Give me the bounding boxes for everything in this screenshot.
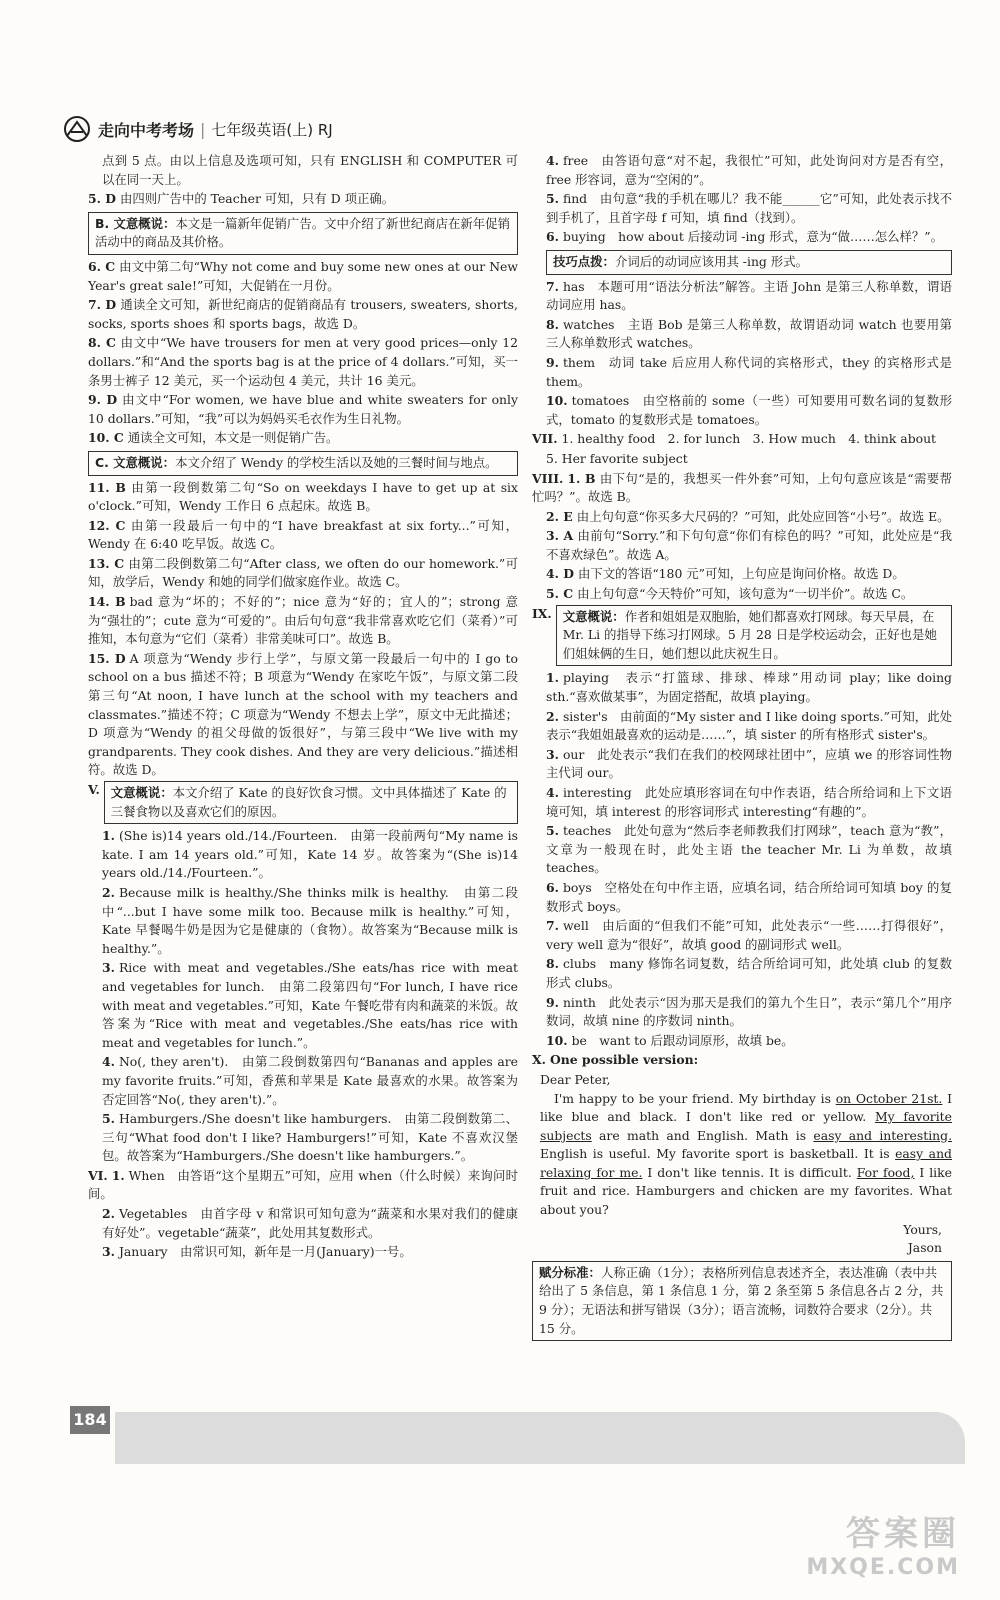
item-text: 由第一段最后一句中的“I have breakfast at six forty...”可知，Wendy 在 6:40 吃早饭。故选 C。 (88, 517, 518, 552)
item-number: 4. D (546, 566, 574, 582)
sample-letter (532, 1071, 952, 1258)
item-number: 2. (102, 884, 115, 900)
page-header (62, 112, 942, 146)
section-number: IX. (532, 605, 552, 621)
answer-item (532, 392, 952, 429)
letter-signature: Jason (907, 1240, 942, 1256)
section-number: X. (532, 1052, 546, 1068)
box-label: B. 文意概说： (95, 215, 176, 231)
item-text: 通读全文可知，新世纪商店的促销商品有 trousers, sweaters, shorts, socks, sports shoes 和 sports bags，故选 D。 (88, 297, 518, 331)
answer-item (88, 959, 518, 1052)
item-number: 3. A (546, 528, 574, 544)
item-number: 11. B (88, 479, 126, 495)
answer-item (532, 354, 952, 391)
tip-box (546, 250, 952, 275)
letter-underlined: My favorite subjects (540, 1109, 952, 1143)
box-label: C. 文意概说： (95, 454, 176, 470)
item-number: 8. C (88, 335, 116, 351)
item-text: 由四则广告中的 Teacher 可知，只有 D 项正确。 (120, 191, 395, 207)
answer-item (532, 669, 952, 706)
item-number: 5. (546, 191, 559, 207)
page-number: 184 (70, 1406, 110, 1434)
item-number: 3. (546, 746, 559, 762)
item-text: teaches 此处句意为“然后李老师教我们打网球”，teach 意为“教”，文章为一般现在时，此处主语 the teacher Mr. Li 为单数，故填 teaches。 (546, 823, 952, 876)
answer-item (88, 429, 518, 448)
summary-box (88, 212, 518, 255)
section-ix-header (532, 605, 952, 670)
section-v-header (88, 781, 518, 827)
item-text: Because milk is healthy./She thinks milk is healthy. 由第二段中“...but I have some milk too. Because milk is healthy.”可知，Kate 早餐喝牛奶是因为它是健康的（食物）。故答案为“Because milk is healthy.”。 (102, 884, 518, 956)
header-separator: | (200, 119, 206, 139)
item-number: 9. D (88, 392, 118, 408)
scoring-box (532, 1261, 952, 1341)
item-number: 1. (546, 670, 559, 686)
brand-title: 走向中考考场 (98, 120, 195, 140)
item-number: 4. (546, 785, 559, 800)
item-text: free 由答语句意“对不起，我很忙”可知，此处询问对方是否有空，free 形容词，意为“空闲的”。 (546, 153, 952, 187)
summary-box (104, 781, 518, 824)
item-text: Rice with meat and vegetables./She eats/has rice with meat and vegetables for lunch. 由第二段第四句“For lunch, I have rice with meat and vegetables.”可知，Kate 午餐吃带有肉和蔬菜的米饭。故答案为“Rice with meat and vegetables./She eats/has rice with meat and vegetables for lunch.”。 (102, 960, 518, 1050)
letter-text: I don't like tennis. It is difficult. (642, 1164, 857, 1180)
answer-item (532, 190, 952, 227)
item-text: Hamburgers./She doesn't like hamburgers. 由第二段倒数第二、三句“What food don't I like? Hamburgers!”可知，Kate 不喜欢汉堡包。故答案为“Hamburgers./She doesn't like hamburgers.”。 (102, 1111, 518, 1164)
item-number: 1. B (567, 470, 596, 486)
answer-item (532, 746, 952, 783)
answer-item (532, 784, 952, 821)
item-text: 由文中“We have trousers for men at very good prices—only 12 dollars.”和“And the sports bag is at the price of 4 dollars.”可知，买一条男士裤子 12 美元，买一个运动包 4 美元，共计 16 美元。 (88, 335, 518, 388)
answer-item (88, 1053, 518, 1109)
answer-item (88, 1243, 518, 1262)
item-number: 5. D (88, 191, 116, 207)
left-column (88, 152, 518, 1263)
answer-item (88, 334, 518, 390)
item-number: 4. (546, 153, 559, 168)
answer-item (88, 517, 518, 554)
item-number: 6. (546, 229, 559, 245)
item-number: 15. D (88, 650, 126, 666)
item-text: has 本题可用“语法分析法”解答。主语 John 是第三人称单数，谓语动词应用 has。 (546, 278, 952, 313)
box-text: 本文介绍了 Kate 的良好饮食习惯。文中具体描述了 Kate 的三餐食物以及喜欢它们的原因。 (110, 785, 507, 819)
item-number: 3. (102, 1244, 115, 1260)
watermark-line1: 答案圈 (846, 1514, 960, 1554)
item-text: tomatoes 由空格前的 some（一些）可知要用可数名词的复数形式，tomato 的复数形式是 tomatoes。 (546, 393, 952, 427)
item-number: 2. (102, 1206, 115, 1222)
section-number: V. (88, 782, 100, 797)
item-number: 5. (546, 823, 559, 839)
item-number: 10. (546, 393, 568, 409)
version-label: One possible version: (549, 1052, 699, 1068)
item-text: interesting 此处应填形容词在句中作表语，结合所给词和上下文语境可知，填 interest 的形容词形式 interesting“有趣的”。 (546, 785, 952, 819)
box-label: 赋分标准： (539, 1264, 601, 1280)
footer-band (115, 1412, 965, 1464)
summary-box (556, 605, 952, 667)
answer-item (88, 1110, 518, 1166)
book-subtitle: 七年级英语(上) RJ (211, 120, 333, 139)
watermark (806, 1506, 960, 1580)
answer-item (88, 190, 518, 209)
item-text: ninth 此处表示“因为那天是我们的第九个生日”，表示“第几个”用序数词，故填 nine 的序数词 ninth。 (546, 994, 952, 1029)
answer-item (532, 917, 952, 954)
item-number: 3. (102, 960, 115, 976)
item-text: 由文中“For women, we have blue and white sweaters for only 10 dollars.”可知，“我”可以为妈妈买毛衣作为生日礼物。 (88, 392, 518, 426)
item-text: bad 意为“坏的；不好的”；nice 意为“好的；宜人的”；strong 意为“强壮的”；cute 意为“可爱的”。由后句句意“我非常喜欢吃它们（菜肴）”可推知，本句意为“它们（菜肴）非常美味可口”。故选 B。 (88, 594, 518, 647)
item-number: 10. (546, 1032, 568, 1048)
item-text: 由上句句意“今天特价”可知，该句意为“一切半价”。故选 C。 (577, 586, 914, 602)
item-text: (She is)14 years old./14./Fourteen. 由第一段前两句“My name is kate. I am 14 years old.”可知，Kate 14 岁。故答案为“(She is)14 years old./14./Fourteen.”。 (102, 828, 518, 881)
item-number: 5. (102, 1111, 115, 1127)
item-text: 通读全文可知，本文是一则促销广告。 (127, 430, 339, 446)
answer-item (88, 827, 518, 883)
item-text: 由第一段倒数第二句“So on weekdays I have to get up at six o'clock.”可知，Wendy 工作日 6 点起床。故选 B。 (88, 479, 519, 514)
item-text: 由下文的答语“180 元”可知，上句应是询问价格。故选 D。 (578, 566, 905, 582)
item-text: well 由后面的“但我们不能”可知，此处表示“一些……打得很好”，very well 意为“很好”，故填 good 的副词形式 well。 (546, 918, 952, 952)
answer-item (532, 527, 952, 564)
answer-item (88, 884, 518, 958)
answer-item (532, 470, 952, 507)
answer-line: 5. Her favorite subject (546, 450, 688, 466)
letter-text: I like blue and black. I don't like red or yellow. (540, 1090, 952, 1125)
box-text: 人称正确（1分）；表格所列信息表述齐全，表达准确（表中共给出了 5 条信息，第 1 条信息 1 分，第 2 条至第 5 条信息各占 2 分，共 9 分）；无语法和拼写错误（3分）；语言流畅，词数符合要求（2分）。共 15 分。 (539, 1264, 944, 1336)
item-text: January 由常识可知，新年是一月(January)一号。 (118, 1244, 412, 1260)
answer-item (88, 593, 518, 649)
item-number: 5. C (546, 586, 574, 602)
section-x-title (532, 1051, 952, 1070)
letter-underlined: easy and relaxing for me. (540, 1146, 952, 1180)
letter-body (540, 1090, 952, 1220)
item-text: find 由句意“我的手机在哪儿？我不能______它”可知，此处表示找不到手机了，且首字母 f 可知，填 find（找到）。 (546, 191, 952, 225)
letter-underlined: easy and interesting. (813, 1127, 953, 1143)
logo-icon (62, 114, 92, 144)
box-label: 技巧点拨： (553, 253, 615, 269)
letter-underlined: on October 21st. (835, 1090, 943, 1106)
item-text: 由前句“Sorry.”和下句句意“你们有棕色的吗？”可知，此处应是“我不喜欢绿色”。故选 A。 (546, 528, 952, 562)
right-column (532, 152, 952, 1344)
answer-item (532, 822, 952, 878)
answer-item (532, 955, 952, 992)
box-label: 文意概说： (562, 608, 625, 624)
answer-item (532, 228, 952, 247)
item-number: 6. C (88, 258, 116, 274)
answer-item (88, 296, 518, 333)
item-number: 1. (111, 1167, 125, 1183)
answer-item (532, 708, 952, 745)
item-text: boys 空格处在句中作主语，应填名词，结合所给词可知填 boy 的复数形式 boys。 (546, 879, 952, 914)
item-text: No(, they aren't). 由第二段倒数第四句“Bananas and apples are my favorite fruits.”可知，香蕉和苹果是 Kate 最喜欢的水果。故答案为否定回答“No(, they aren't).”。 (102, 1054, 518, 1107)
letter-underlined: For food, (856, 1164, 915, 1180)
section-number: VIII. (532, 470, 564, 486)
box-label: 文意概说： (110, 785, 173, 800)
item-number: 13. C (88, 555, 125, 571)
item-text: be want to 后跟动词原形，故填 be。 (571, 1032, 794, 1048)
item-number: 2. E (546, 508, 573, 524)
answer-item (532, 278, 952, 315)
item-number: 8. (546, 316, 559, 332)
letter-text: I'm happy to be your friend. My birthday is (554, 1090, 836, 1106)
answer-item (532, 1032, 952, 1051)
item-number: 4. (102, 1054, 115, 1070)
item-number: 1. (102, 828, 115, 844)
item-text: 由上句句意“你买多大尺码的？”可知，此处应回答“小号”。故选 E。 (576, 508, 950, 524)
answer-item (88, 258, 518, 295)
answer-item (88, 555, 518, 592)
answer-item (532, 879, 952, 916)
item-number: 14. B (88, 594, 126, 610)
box-text: 本文是一篇新年促销广告。文中介绍了新世纪商店在新年促销活动中的商品及其价格。 (95, 215, 510, 250)
summary-box (88, 451, 518, 476)
item-text: clubs many 修饰名词复数，结合所给词可知，此处填 club 的复数形式 clubs。 (546, 956, 952, 990)
letter-salutation: Dear Peter, (540, 1071, 611, 1087)
letter-text: I like fruit and rice. Hamburgers and chicken are my favorites. What about you? (540, 1164, 952, 1218)
box-text: 作者和姐姐是双胞胎，她们都喜欢打网球。每天早晨，在 Mr. Li 的指导下练习打网球。5 月 28 日是学校运动会，正好也是她们姐妹俩的生日，她们想以此庆祝生日。 (562, 608, 937, 661)
answer-item (88, 650, 518, 780)
item-text: buying how about 后接动词 -ing 形式，意为“做……怎么样？”。 (562, 229, 944, 245)
answer-item (532, 565, 952, 584)
item-text: them 动词 take 后应用人称代词的宾格形式，they 的宾格形式是 them。 (546, 354, 952, 389)
item-number: 9. (546, 354, 559, 370)
item-number: 9. (546, 994, 559, 1010)
item-text: A 项意为“Wendy 步行上学”，与原文第一段最后一句中的 I go to school on a bus 描述不符；B 项意为“Wendy 在家吃午饭”，与原文第二段第三句“At noon, I have lunch at the school with my teachers and classmates.”描述不符；C 项意为“Wendy 不想去上学”，原文中无此描述；D 项意为“Wendy 的祖父母做的饭很好”，与第三段中“We live with my grandparents. They cook dishes. And they are very delicious.”描述相符。故选 D。 (88, 650, 518, 778)
item-number: 8. (546, 956, 559, 972)
answer-item (532, 994, 952, 1031)
item-number: 7. (546, 278, 559, 294)
item-number: 2. (546, 708, 559, 724)
item-text: playing 表示“打篮球、排球、棒球”用动词 play；like doing sth.“喜欢做某事”，为固定搭配，故填 playing。 (546, 670, 952, 705)
letter-text: English is useful. My favorite sport is basketball. It is (540, 1146, 896, 1162)
item-text: Vegetables 由首字母 v 和常识可知句意为“蔬菜和水果对我们的健康有好处”。vegetable“蔬菜”，此处用其复数形式。 (102, 1206, 518, 1240)
answer-item (88, 479, 518, 516)
item-number: 7. (546, 918, 559, 934)
answer-item (532, 585, 952, 604)
item-text: 由第二段倒数第二句“After class, we often do our homework.”可知，放学后，Wendy 和她的同学们做家庭作业。故选 C。 (88, 555, 518, 590)
section-number: VII. (532, 431, 558, 447)
answer-item (532, 316, 952, 353)
answer-item (88, 1205, 518, 1242)
answer-item (88, 391, 518, 428)
answer-item (532, 508, 952, 527)
answer-item (88, 1167, 518, 1204)
item-text: our 此处表示“我们在我们的校网球社团中”，应填 we 的形容词性物主代词 our。 (546, 746, 952, 781)
section-number: VI. (88, 1167, 108, 1183)
item-text: When 由答语“这个星期五”可知，应用 when（什么时候）来询问时间。 (88, 1167, 518, 1202)
box-text: 介词后的动词应该用其 -ing 形式。 (614, 253, 808, 269)
continued-text: 点到 5 点。由以上信息及选项可知，只有 ENGLISH 和 COMPUTER 可以在同一天上。 (102, 153, 518, 187)
item-text: sister's 由前面的“My sister and I like doing sports.”可知，此处表示“我姐姐最喜欢的运动是……”，填 sister 的所有格形式 sister's。 (546, 708, 952, 743)
answer-line (532, 430, 952, 449)
box-text: 本文介绍了 Wendy 的学校生活以及她的三餐时间与地点。 (175, 454, 498, 470)
item-text: 由文中第二句“Why not come and buy some new ones at our New Year's great sale!”可知，大促销在一月份。 (88, 258, 518, 293)
watermark-line2: MXQE.COM (806, 1555, 960, 1580)
letter-text: are math and English. Math is (591, 1127, 814, 1143)
item-number: 10. C (88, 430, 124, 446)
item-text: 1. healthy food 2. for lunch 3. How much 4. think about (561, 431, 937, 447)
item-text: watches 主语 Bob 是第三人称单数，故谓语动词 watch 也要用第三人称单数形式 watches。 (546, 316, 952, 351)
item-number: 6. (546, 879, 559, 895)
item-number: 12. C (88, 517, 126, 533)
answer-item (532, 152, 952, 189)
item-number: 7. D (88, 297, 117, 313)
letter-closing: Yours, (903, 1221, 942, 1237)
item-text: 由下句“是的，我想买一件外套”可知，上句句意应该是“需要帮忙吗？”。故选 B。 (532, 470, 952, 505)
